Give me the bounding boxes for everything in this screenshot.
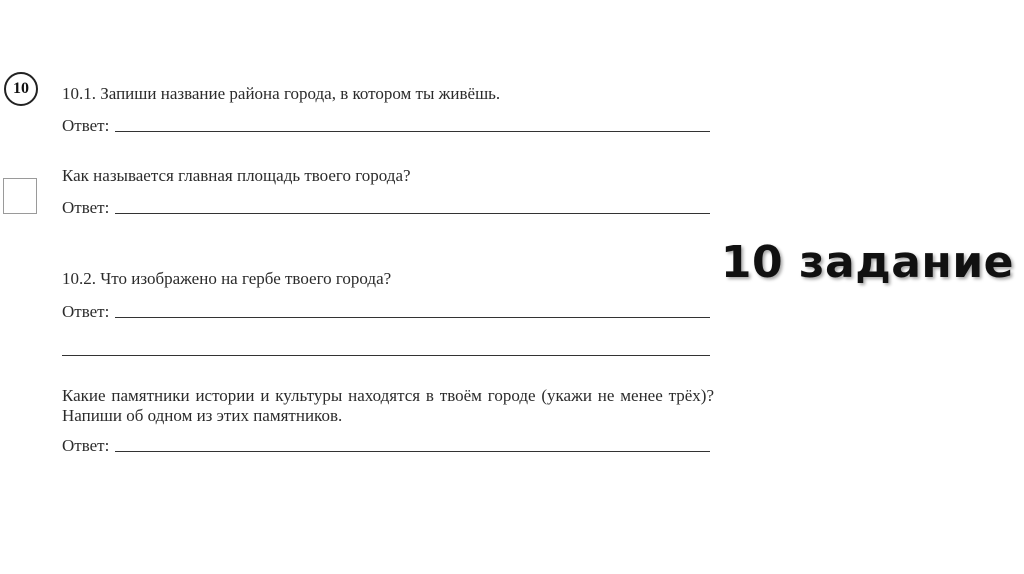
answer-underline [115, 131, 710, 132]
answer-line-main-square[interactable] [62, 198, 710, 218]
answer-label: Ответ: [62, 116, 110, 135]
question-main-square: Как называется главная площадь твоего города? [62, 166, 411, 185]
answer-label: Ответ: [62, 436, 110, 455]
answer-label: Ответ: [62, 302, 110, 321]
answer-line-monuments[interactable] [62, 436, 710, 456]
task-number-badge: 10 [4, 72, 38, 106]
question-10-1: 10.1. Запиши название района города, в котором ты живёшь. [62, 84, 501, 103]
answer-line-10-2[interactable] [62, 302, 710, 322]
slide-title: 10 задание [720, 237, 1014, 288]
answer-line-10-1[interactable] [62, 116, 710, 136]
question-10-2: 10.2. Что изображено на гербе твоего города? [62, 269, 392, 288]
answer-underline [115, 451, 710, 452]
answer-underline [115, 213, 710, 214]
answer-underline [115, 317, 710, 318]
answer-extra-line[interactable] [62, 355, 710, 356]
question-monuments: Какие памятники истории и культуры находятся в твоём городе (укажи не менее трёх)? Напиши об одном из этих памятников. [62, 386, 714, 425]
score-box [3, 178, 37, 214]
answer-label: Ответ: [62, 198, 110, 217]
